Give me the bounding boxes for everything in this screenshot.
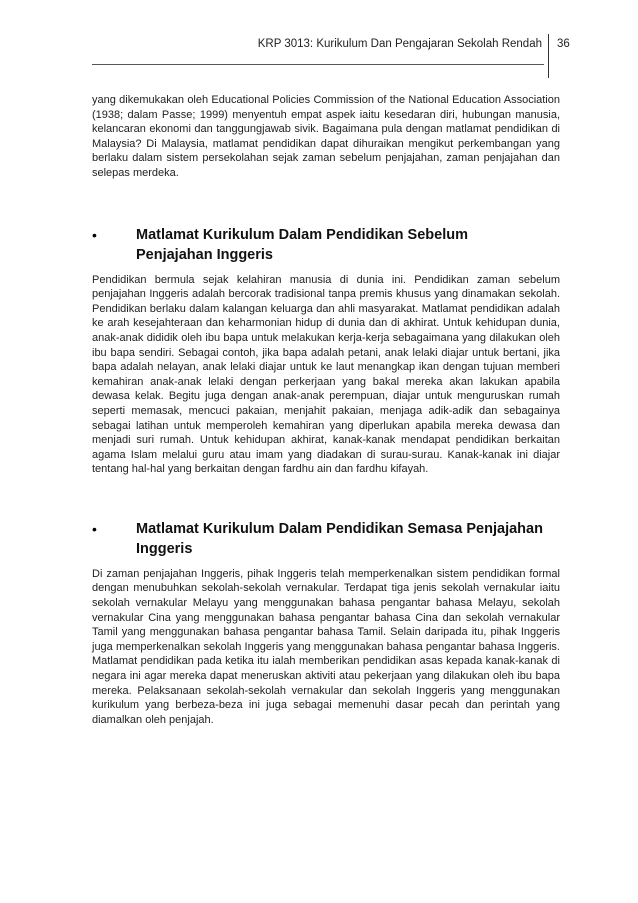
bullet-icon: •	[92, 520, 97, 537]
header-divider	[548, 34, 549, 78]
header-rule	[92, 64, 544, 65]
intro-paragraph: yang dikemukakan oleh Educational Policies Commission of the National Education Association (1938; dalam Passe; 1999) menyentuh empat aspek iaitu kesedaran diri, hubungan manusia, kelancaran ekonomi dan tanggungjawab sivik. Bagaimana pula dengan matlamat pendidikan di Malaysia? Di Malaysia, matlamat pendidikan dapat dihuraikan mengikut perkembangan yang berlaku dalam sistem persekolahan sejak zaman sebelum penjajahan, zaman penjajahan dan selepas merdeka.	[92, 94, 560, 179]
section-heading-row	[92, 225, 560, 265]
section-paragraph: Di zaman penjajahan Inggeris, pihak Inggeris telah memperkenalkan sistem pendidikan formal dengan menubuhkan sekolah-sekolah vernakular. Terdapat tiga jenis sekolah vernakular iaitu sekolah vernakular Melayu yang menggunakan bahasa pengantar bahasa Melayu, sekolah vernakular Cina yang menggunakan bahasa pengantar bahasa Cina dan sekolah vernakular Tamil yang menggunakan bahasa pengantar bahasa Tamil. Selain daripada itu, pihak Inggeris juga memperkenalkan sekolah Inggeris yang menggunakan bahasa pengantar bahasa Inggeris. Matlamat pendidikan pada ketika itu ialah memberikan pendidikan asas kepada kanak-kanak di negara ini agar mereka dapat meneruskan aktiviti atau pekerjaan yang dilakukan oleh ibu bapa mereka. Pelaksanaan sekolah-sekolah vernakular dan sekolah Inggeris yang menggunakan kurikulum yang berbeza-beza ini juga sebagai memenuhi dasar pecah dan perintah yang diamalkan oleh penjajah.	[92, 567, 560, 726]
page-body	[92, 93, 560, 727]
page-number: 36	[557, 38, 570, 50]
section-heading: Matlamat Kurikulum Dalam Pendidikan Sebelum Penjajahan Inggeris	[136, 226, 468, 263]
section-pre-colonial	[92, 225, 560, 477]
section-colonial	[92, 519, 560, 728]
header-title: KRP 3013: Kurikulum Dan Pengajaran Sekolah Rendah	[257, 38, 542, 50]
bullet-icon: •	[92, 226, 97, 243]
section-paragraph: Pendidikan bermula sejak kelahiran manusia di dunia ini. Pendidikan zaman sebelum penjajahan Inggeris adalah bercorak tradisional tanpa premis khusus yang dinamakan sekolah. Pendidikan berlaku dalam kalangan keluarga dan ahli masyarakat. Matlamat pendidikan adalah ke arah kesejahteraan dan keharmonian hidup di dunia dan di akhirat. Untuk kehidupan dunia, anak-anak dididik oleh ibu bapa untuk melakukan kerja-kerja sebagaimana yang dilakukan oleh ibu bapa sendiri. Sebagai contoh, jika bapa adalah petani, anak lelaki diajar untuk bertani, jika bapa adalah nelayan, anak lelaki diajar untuk ke laut menangkap ikan dengan tujuan memberi kemahiran anak-anak lelaki dengan perkerjaan yang bakal mereka akan lakukan apabila dewasa kelak. Begitu juga dengan anak-anak perempuan, diajar untuk menguruskan rumah seperti memasak, mencuci pakaian, menjahit pakaian, menjaga adik-adik dan sebagainya sebagai latihan untuk memperoleh kemahiran yang diperlukan apabila mereka dewasa dan menjadi suri rumah. Untuk kehidupan akhirat, kanak-kanak mendapat pendidikan berkaitan agama Islam melalui guru atau imam yang diadakan di surau-surau. Kanak-kanak ini diajar tentang hal-hal yang berkaitan dengan fardhu ain dan fardhu kifayah.	[92, 273, 560, 476]
page-header	[0, 38, 638, 58]
section-heading-row	[92, 519, 560, 559]
section-heading: Matlamat Kurikulum Dalam Pendidikan Semasa Penjajahan Inggeris	[136, 520, 543, 557]
